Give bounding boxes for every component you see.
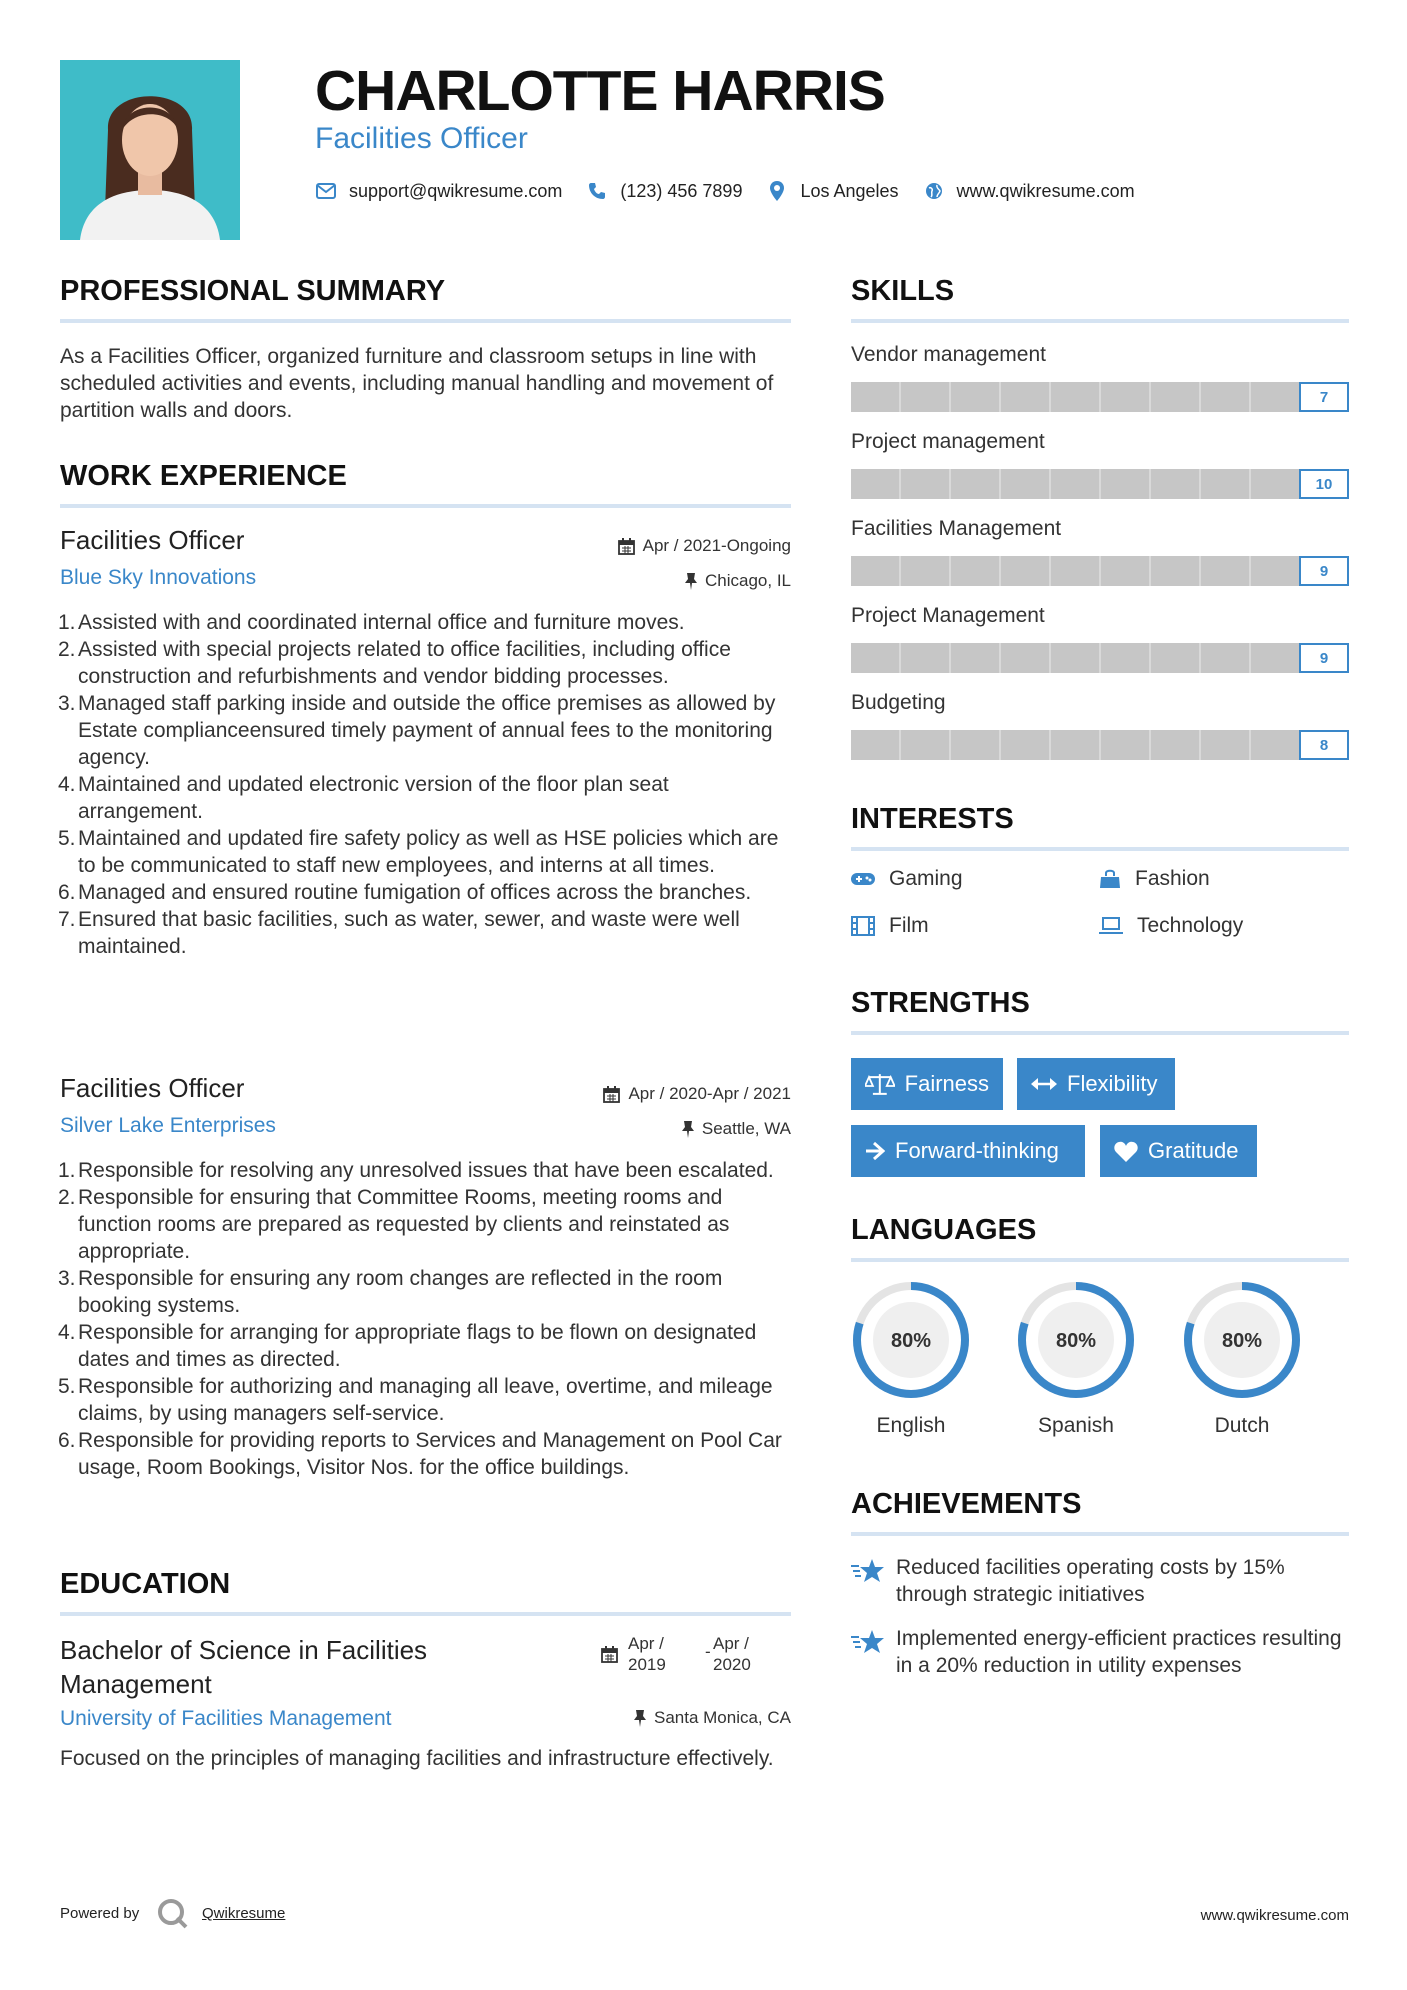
- summary-heading: PROFESSIONAL SUMMARY: [60, 275, 446, 307]
- skill-level-badge: 10: [1299, 469, 1349, 499]
- education-description: Focused on the principles of managing facilities and infrastructure effectively.: [60, 1747, 774, 1770]
- list-item: 3. Managed staff parking inside and outside the office premises as allowed by Estate complianceensured timely payment of annual fees to the monitoring agency.: [58, 692, 776, 769]
- summary-text: As a Facilities Officer, organized furniture and classroom setups in line with scheduled activities and events, including manual handling and movement of partition walls and doors.: [60, 345, 774, 422]
- achievements-rule: [851, 1532, 1349, 1536]
- job-company: Blue Sky Innovations: [60, 566, 257, 589]
- job-dates-text: Apr / 2020-Apr / 2021: [628, 1084, 791, 1103]
- job-title: Facilities Officer: [60, 1073, 245, 1103]
- contact-phone[interactable]: (123) 456 7899: [620, 180, 743, 201]
- achievement-star-icon: [851, 1628, 885, 1661]
- list-item: 1. Responsible for resolving any unresolved issues that have been escalated.: [58, 1159, 774, 1182]
- contact-bar: [315, 178, 1159, 204]
- job-bullets: [60, 609, 791, 960]
- list-item: 4. Maintained and updated electronic version of the floor plan seat arrangement.: [58, 773, 669, 823]
- skill-bar: [851, 730, 1349, 760]
- strengths-rule: [851, 1031, 1349, 1035]
- achievement-item: Implemented energy-efficient practices resulting in a 20% reduction in utility expenses: [896, 1627, 1342, 1677]
- summary-rule: [60, 319, 791, 323]
- pushpin-icon: [634, 1710, 646, 1727]
- experience-heading: WORK EXPERIENCE: [60, 460, 347, 492]
- list-item: 3. Responsible for ensuring any room changes are reflected in the room booking systems.: [58, 1267, 723, 1317]
- skill-label: Facilities Management: [851, 517, 1062, 540]
- skill-label: Budgeting: [851, 691, 946, 714]
- skill-bar: [851, 643, 1349, 673]
- list-item: 4. Responsible for arranging for appropriate flags to be flown on designated dates and times as directed.: [58, 1321, 757, 1371]
- education-end-date: Apr / 2020: [713, 1634, 751, 1674]
- interests-rule: [851, 847, 1349, 851]
- handbag-icon: [1099, 869, 1121, 889]
- globe-icon: [923, 180, 945, 202]
- list-item: 6. Responsible for providing reports to Services and Management on Pool Car usage, Room Bookings, Visitor Nos. for the office buildings.: [58, 1429, 782, 1479]
- list-item: 7. Ensured that basic facilities, such as water, sewer, and waste were well maintained.: [58, 908, 740, 958]
- contact-website[interactable]: www.qwikresume.com: [956, 180, 1135, 201]
- skill-bar: [851, 469, 1349, 499]
- languages-heading: LANGUAGES: [851, 1214, 1037, 1246]
- strength-tag: Forward-thinking: [851, 1125, 1085, 1177]
- skill-bar: [851, 382, 1349, 412]
- language-name: Spanish: [1038, 1414, 1114, 1437]
- phone-icon: [586, 180, 608, 202]
- education-school: University of Facilities Management: [60, 1707, 392, 1730]
- interest-item: Technology: [1099, 914, 1243, 938]
- list-item: 6. Managed and ensured routine fumigation of offices across the branches.: [58, 881, 752, 904]
- envelope-icon: [315, 180, 337, 202]
- education-date-dash: -: [705, 1642, 711, 1661]
- skill-level-badge: 9: [1299, 643, 1349, 673]
- pushpin-icon: [685, 573, 697, 590]
- language-name: Dutch: [1214, 1414, 1270, 1437]
- gauge-percent: 80%: [1221, 1330, 1263, 1352]
- candidate-title: Facilities Officer: [315, 122, 528, 155]
- language-gauge: [1014, 1278, 1138, 1402]
- avatar-illustration: [60, 60, 240, 240]
- skill-level-badge: 8: [1299, 730, 1349, 760]
- gamepad-icon: [851, 871, 875, 887]
- strength-tag: Gratitude: [1100, 1125, 1257, 1177]
- language-name: English: [876, 1414, 946, 1437]
- skill-level-badge: 9: [1299, 556, 1349, 586]
- education-degree: Bachelor of Science in Facilities Management: [60, 1635, 428, 1699]
- experience-rule: [60, 504, 791, 508]
- education-start-date: Apr / 2019: [628, 1634, 666, 1674]
- qwikresume-link[interactable]: Qwikresume: [202, 1905, 286, 1922]
- film-icon: [851, 916, 875, 936]
- job-dates: [491, 1084, 791, 1104]
- arrows-horizontal-icon: [1031, 1077, 1057, 1091]
- arrow-right-icon: [865, 1141, 885, 1161]
- powered-by-label: Powered by: [60, 1905, 140, 1922]
- profile-photo: [60, 60, 240, 240]
- job-location-text: Chicago, IL: [705, 571, 791, 590]
- job-title: Facilities Officer: [60, 525, 245, 555]
- calendar-icon: [601, 1646, 618, 1668]
- strength-tag: Fairness: [851, 1058, 1003, 1110]
- job-location-text: Seattle, WA: [701, 1119, 791, 1138]
- footer-website[interactable]: www.qwikresume.com: [1200, 1907, 1349, 1924]
- list-item: 2. Responsible for ensuring that Committee Rooms, meeting rooms and function rooms are prepared as requested by clients and reinstated as appropriate.: [58, 1186, 730, 1263]
- gauge-percent: 80%: [1055, 1330, 1097, 1352]
- strength-tag: Flexibility: [1017, 1058, 1175, 1110]
- language-gauge: [1180, 1278, 1304, 1402]
- list-item: 5. Maintained and updated fire safety policy as well as HSE policies which are to be communicated to staff new employees, and interns at all times.: [58, 827, 779, 877]
- pushpin-icon: [682, 1121, 694, 1138]
- job-dates: [491, 536, 791, 556]
- language-gauge: [849, 1278, 973, 1402]
- interest-item: Gaming: [851, 867, 963, 891]
- job-bullets: [60, 1157, 791, 1481]
- achievement-star-icon: [851, 1557, 885, 1590]
- interest-item: Fashion: [1099, 867, 1210, 891]
- list-item: 1. Assisted with and coordinated internal office and furniture moves.: [58, 611, 685, 634]
- contact-location: Los Angeles: [800, 180, 899, 201]
- job-company: Silver Lake Enterprises: [60, 1114, 276, 1137]
- balance-scale-icon: [865, 1073, 895, 1095]
- skills-rule: [851, 319, 1349, 323]
- education-location: [491, 1708, 791, 1728]
- interests-heading: INTERESTS: [851, 803, 1014, 835]
- achievements-heading: ACHIEVEMENTS: [851, 1488, 1082, 1520]
- contact-email[interactable]: support@qwikresume.com: [349, 180, 563, 201]
- skills-heading: SKILLS: [851, 275, 955, 307]
- job-location: [491, 1119, 791, 1139]
- laptop-icon: [1099, 917, 1123, 935]
- skill-bar: [851, 556, 1349, 586]
- interest-item: Film: [851, 914, 929, 938]
- qwikresume-logo-icon: [157, 1898, 189, 1935]
- skill-label: Project Management: [851, 604, 1045, 627]
- job-location: [491, 571, 791, 591]
- calendar-icon: [618, 538, 635, 555]
- gauge-percent: 80%: [890, 1330, 932, 1352]
- candidate-name: CHARLOTTE HARRIS: [315, 59, 885, 123]
- languages-rule: [851, 1258, 1349, 1262]
- list-item: 5. Responsible for authorizing and managing all leave, overtime, and mileage claims, by using managers self-service.: [58, 1375, 773, 1425]
- skill-level-badge: 7: [1299, 382, 1349, 412]
- calendar-icon: [603, 1086, 620, 1103]
- heart-icon: [1114, 1141, 1138, 1162]
- achievement-item: Reduced facilities operating costs by 15% through strategic initiatives: [896, 1556, 1285, 1606]
- map-pin-icon: [766, 180, 788, 202]
- education-rule: [60, 1612, 791, 1616]
- job-dates-text: Apr / 2021-Ongoing: [642, 536, 791, 555]
- education-heading: EDUCATION: [60, 1568, 231, 1600]
- education-location-text: Santa Monica, CA: [653, 1708, 791, 1727]
- list-item: 2. Assisted with special projects related to office facilities, including office construction and refurbishments and vendor bidding processes.: [58, 638, 731, 688]
- skill-label: Vendor management: [851, 343, 1046, 366]
- strengths-heading: STRENGTHS: [851, 987, 1030, 1019]
- skill-label: Project management: [851, 430, 1045, 453]
